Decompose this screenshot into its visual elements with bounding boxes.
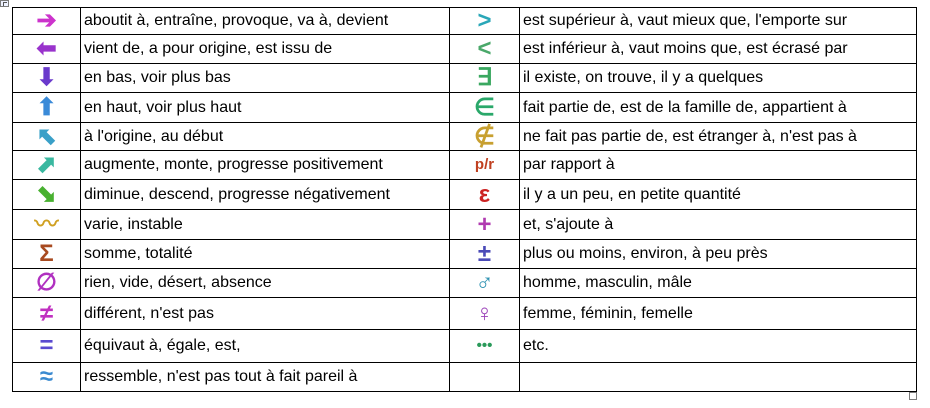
table-row bbox=[13, 240, 917, 269]
table-row bbox=[13, 8, 917, 35]
table-row bbox=[13, 330, 917, 363]
left-symbol-cell bbox=[13, 240, 81, 269]
table-anchor-icon[interactable] bbox=[0, 0, 9, 7]
arrow-up-right-icon: ⬈ bbox=[36, 151, 57, 178]
left-symbol-cell bbox=[13, 64, 81, 93]
table-row bbox=[13, 93, 917, 123]
left-symbol-cell bbox=[13, 269, 81, 298]
right-meaning-cell: est supérieur à, vaut mieux que, l'emporte sur bbox=[520, 8, 917, 35]
arrow-right-icon: ➔ bbox=[36, 7, 57, 34]
right-meaning-cell: il existe, on trouve, il y a quelques bbox=[520, 64, 917, 93]
right-symbol-cell bbox=[450, 298, 520, 330]
left-meaning-cell: en bas, voir plus bas bbox=[81, 64, 450, 93]
right-meaning-cell: par rapport à bbox=[520, 151, 917, 180]
left-meaning-cell: à l'origine, au début bbox=[81, 123, 450, 151]
left-symbol-cell bbox=[13, 363, 81, 392]
plus-icon: + bbox=[477, 210, 492, 238]
table-row bbox=[13, 180, 917, 210]
male-icon: ♂ bbox=[475, 269, 494, 296]
element-of-icon: ∈ bbox=[474, 93, 495, 121]
table-row bbox=[13, 298, 917, 330]
approx-icon: ≈ bbox=[39, 363, 54, 390]
right-meaning-cell: plus ou moins, environ, à peu près bbox=[520, 240, 917, 269]
left-meaning-cell: aboutit à, entraîne, provoque, va à, devient bbox=[81, 8, 450, 35]
empty-set-icon: ∅ bbox=[36, 269, 57, 296]
right-symbol-cell bbox=[450, 35, 520, 64]
right-symbol-cell bbox=[450, 210, 520, 240]
less-than-icon: < bbox=[477, 35, 492, 62]
left-meaning-cell: rien, vide, désert, absence bbox=[81, 269, 450, 298]
right-symbol-cell bbox=[450, 240, 520, 269]
equals-icon: = bbox=[39, 332, 54, 359]
relative-to-icon: p/r bbox=[474, 156, 495, 173]
exists-icon: ∃ bbox=[476, 64, 493, 91]
sigma-icon: Σ bbox=[39, 240, 54, 267]
arrow-down-icon: ⬇ bbox=[36, 64, 57, 91]
plus-minus-icon: ± bbox=[477, 240, 492, 267]
left-meaning-cell: équivaut à, égale, est, bbox=[81, 330, 450, 363]
right-meaning-cell: est inférieur à, vaut moins que, est écrasé par bbox=[520, 35, 917, 64]
left-symbol-cell bbox=[13, 330, 81, 363]
right-meaning-cell: ne fait pas partie de, est étranger à, n'est pas à bbox=[520, 123, 917, 151]
right-meaning-cell bbox=[520, 363, 917, 392]
right-symbol-cell bbox=[450, 269, 520, 298]
not-element-of-icon: ∉ bbox=[474, 122, 495, 150]
left-symbol-cell bbox=[13, 8, 81, 35]
left-symbol-cell bbox=[13, 123, 81, 151]
left-meaning-cell: augmente, monte, progresse positivement bbox=[81, 151, 450, 180]
arrow-down-right-icon: ⬊ bbox=[36, 180, 57, 208]
left-meaning-cell: diminue, descend, progresse négativement bbox=[81, 180, 450, 210]
table-row bbox=[13, 64, 917, 93]
abbreviation-table bbox=[12, 7, 917, 392]
epsilon-icon: ε bbox=[478, 180, 491, 208]
right-meaning-cell: il y a un peu, en petite quantité bbox=[520, 180, 917, 210]
right-symbol-cell bbox=[450, 363, 520, 392]
right-meaning-cell: etc. bbox=[520, 330, 917, 363]
arrow-left-icon: ⬅ bbox=[36, 35, 57, 62]
right-symbol-cell bbox=[450, 151, 520, 180]
arrow-up-icon: ⬆ bbox=[36, 93, 57, 121]
not-equal-icon: ≠ bbox=[39, 299, 54, 327]
ellipsis-dots-icon: ••• bbox=[476, 337, 493, 354]
left-meaning-cell: varie, instable bbox=[81, 210, 450, 240]
zigzag-icon: 〰 bbox=[34, 210, 59, 238]
female-icon: ♀ bbox=[475, 299, 494, 327]
left-symbol-cell bbox=[13, 180, 81, 210]
table-row bbox=[13, 363, 917, 392]
left-meaning-cell: en haut, voir plus haut bbox=[81, 93, 450, 123]
right-symbol-cell bbox=[450, 123, 520, 151]
left-symbol-cell bbox=[13, 151, 81, 180]
right-symbol-cell bbox=[450, 8, 520, 35]
right-symbol-cell bbox=[450, 93, 520, 123]
left-symbol-cell bbox=[13, 298, 81, 330]
right-symbol-cell bbox=[450, 64, 520, 93]
table-row bbox=[13, 35, 917, 64]
left-meaning-cell: ressemble, n'est pas tout à fait pareil à bbox=[81, 363, 450, 392]
table-row bbox=[13, 269, 917, 298]
table-row bbox=[13, 151, 917, 180]
table-row bbox=[13, 210, 917, 240]
arrow-up-left-icon: ⬉ bbox=[36, 122, 57, 150]
right-meaning-cell: fait partie de, est de la famille de, appartient à bbox=[520, 93, 917, 123]
left-symbol-cell bbox=[13, 93, 81, 123]
left-symbol-cell bbox=[13, 35, 81, 64]
right-meaning-cell: et, s'ajoute à bbox=[520, 210, 917, 240]
table-row bbox=[13, 123, 917, 151]
left-meaning-cell: vient de, a pour origine, est issu de bbox=[81, 35, 450, 64]
right-meaning-cell: homme, masculin, mâle bbox=[520, 269, 917, 298]
left-meaning-cell: somme, totalité bbox=[81, 240, 450, 269]
greater-than-icon: > bbox=[477, 7, 492, 34]
right-symbol-cell bbox=[450, 330, 520, 363]
right-symbol-cell bbox=[450, 180, 520, 210]
table-resize-handle[interactable] bbox=[909, 392, 917, 400]
left-meaning-cell: différent, n'est pas bbox=[81, 298, 450, 330]
right-meaning-cell: femme, féminin, femelle bbox=[520, 298, 917, 330]
left-symbol-cell bbox=[13, 210, 81, 240]
